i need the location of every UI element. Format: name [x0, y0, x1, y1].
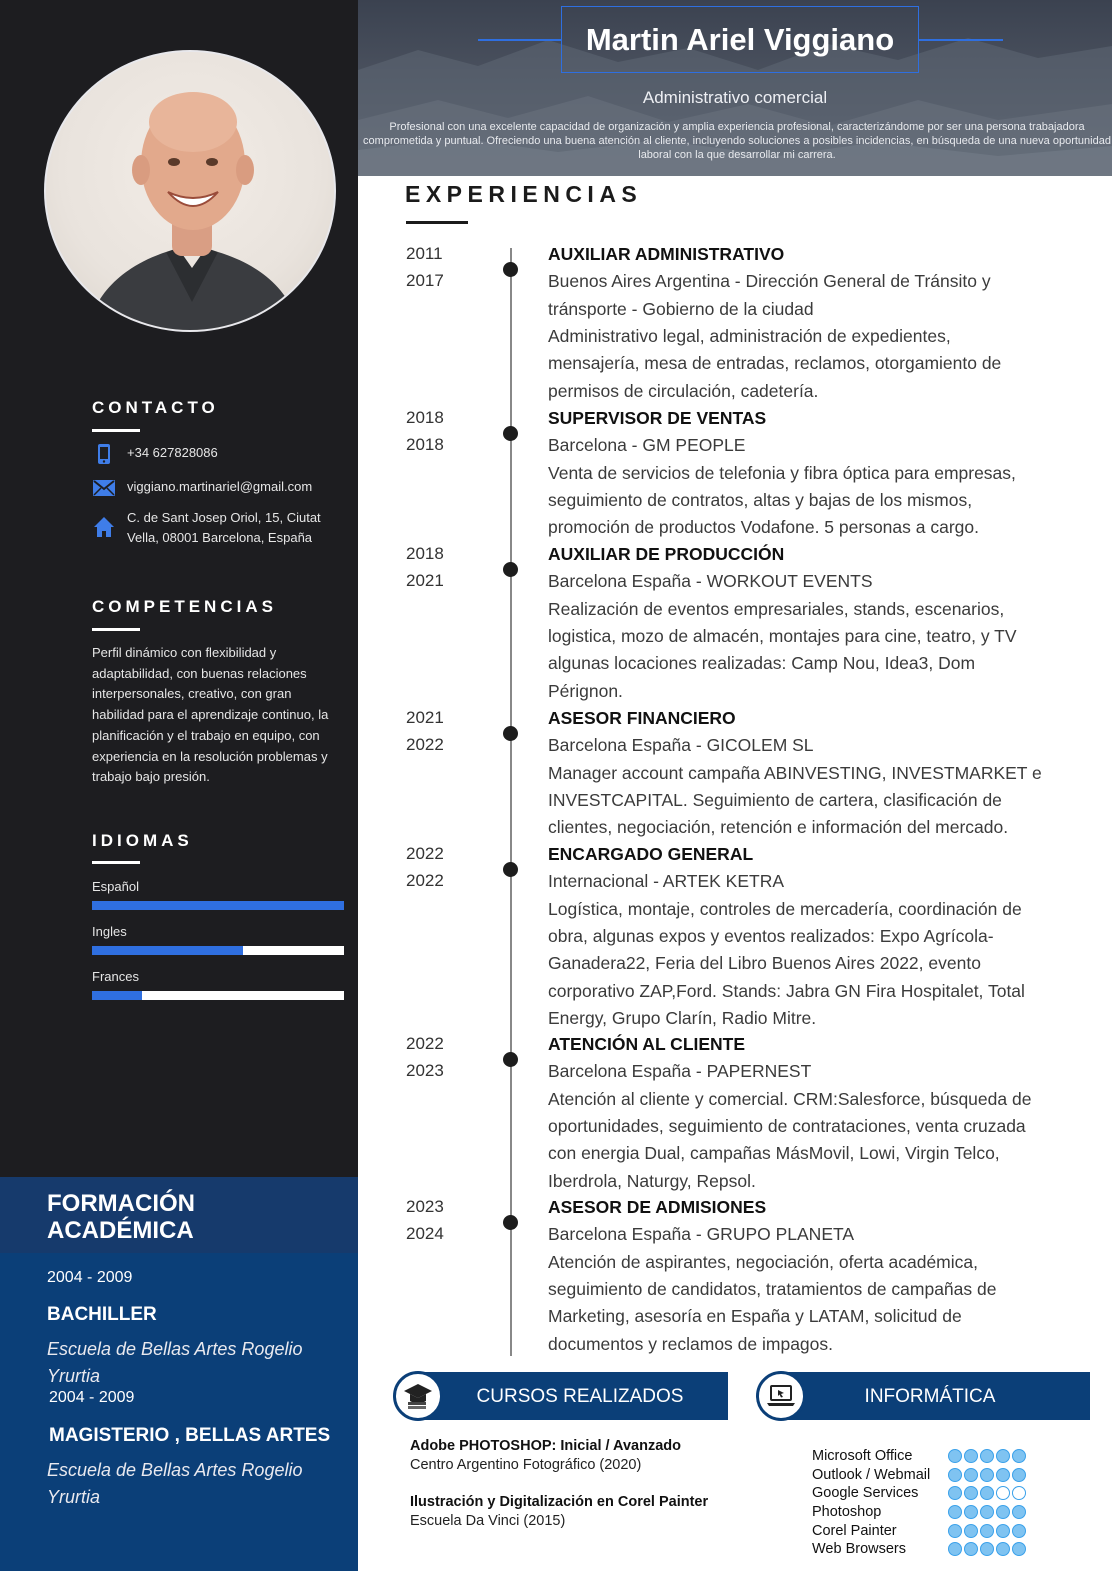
- education-degree: BACHILLER: [47, 1304, 157, 1325]
- timeline-dot: [503, 726, 518, 741]
- job-description-line: Logística, montaje, controles de mercadería, coordinación de: [548, 898, 1022, 919]
- job-end-year: 2018: [406, 435, 444, 455]
- profile-summary: Profesional con una excelente capacidad de organización y amplia experiencia profesional, caracterizándome por ser una persona trabajadora comprometida y puntual. Ofreciendo una buena atención al cliente, incluyendo soluciones a posibles incidencias, en búsqueda de una nueva oportunidad laboral con la que desarrollar mi carrera.: [363, 121, 1111, 161]
- course-title: Adobe PHOTOSHOP: Inicial / Avanzado: [410, 1438, 681, 1454]
- competencias-line: habilidad para el aprendizaje continuo, la: [92, 707, 329, 723]
- mail-icon: [92, 477, 116, 499]
- graduation-cap-icon: [393, 1371, 443, 1421]
- timeline-dot: [503, 862, 518, 877]
- rating-dot: [964, 1505, 978, 1519]
- language-level-fill: [92, 991, 142, 1000]
- timeline-dot: [503, 426, 518, 441]
- language-label: Ingles: [92, 924, 127, 939]
- job-description-line: Venta de servicios de telefonia y fibra óptica para empresas,: [548, 462, 1016, 483]
- job-start-year: 2022: [406, 844, 444, 863]
- contact-address: [92, 508, 342, 548]
- timeline-dot: [503, 562, 518, 577]
- rating-dot: [1012, 1542, 1026, 1556]
- rating-dot: [1012, 1449, 1026, 1463]
- education-school-line: Escuela de Bellas Artes Rogelio: [47, 1460, 303, 1480]
- rating-dot: [980, 1468, 994, 1482]
- education-school: [47, 1457, 337, 1511]
- language-level-bar: [92, 991, 344, 1000]
- timeline-dot: [503, 262, 518, 277]
- skill-rating: [948, 1468, 1026, 1482]
- job-start-year: 2023: [406, 1197, 444, 1216]
- job-title: ATENCIÓN AL CLIENTE: [548, 1034, 746, 1054]
- job-description-line: algunas locaciones realizadas: Camp Nou, Idea3, Dom: [548, 653, 976, 674]
- education-degree: MAGISTERIO , BELLAS ARTES: [49, 1425, 331, 1446]
- job-description-line: Administrativo legal, administración de expedientes,: [548, 325, 951, 346]
- job-description-line: Manager account campaña ABINVESTING, INVESTMARKET e: [548, 762, 1042, 783]
- job-description-line: Buenos Aires Argentina - Dirección General de Tránsito y: [548, 271, 991, 292]
- job-description-line: Barcelona España - PAPERNEST: [548, 1061, 812, 1082]
- rating-dot: [964, 1449, 978, 1463]
- candidate-name: Martin Ariel Viggiano: [585, 21, 895, 57]
- job-description-line: Ganadera22, Feria del Libro Buenos Aires 2022, evento: [548, 953, 981, 974]
- language-label: Español: [92, 879, 139, 894]
- rating-dot: [996, 1486, 1010, 1500]
- rating-dot: [980, 1449, 994, 1463]
- competencias-title: COMPETENCIAS: [92, 597, 277, 616]
- skill-name: Outlook / Webmail: [812, 1466, 931, 1483]
- job-description-line: oportunidades, seguimiento de contrataciones, venta cruzada: [548, 1115, 1026, 1136]
- competencias-line: trabajo bajo presión.: [92, 769, 210, 785]
- skill-name: Web Browsers: [812, 1541, 907, 1558]
- job-description-line: documentos y reclamos de impagos.: [548, 1333, 833, 1354]
- rating-dot: [980, 1524, 994, 1538]
- rating-dot: [1012, 1486, 1026, 1500]
- name-decor-line: [478, 39, 561, 41]
- rating-dot: [964, 1542, 978, 1556]
- formacion-body-band: [0, 1253, 358, 1571]
- skill-rating: [948, 1542, 1026, 1556]
- rating-dot: [996, 1449, 1010, 1463]
- rating-dot: [964, 1468, 978, 1482]
- job-title: AUXILIAR ADMINISTRATIVO: [548, 244, 785, 264]
- language-level-fill: [92, 901, 344, 910]
- skill-row: [812, 1447, 1042, 1466]
- phone-icon: [92, 443, 116, 465]
- candidate-role: Administrativo comercial: [642, 88, 828, 107]
- job-description-line: promoción de productos Vodafone. 5 personas a cargo.: [548, 517, 979, 538]
- rating-dot: [948, 1524, 962, 1538]
- home-icon: [92, 516, 116, 538]
- formacion-title-line: FORMACIÓN: [47, 1190, 195, 1217]
- job-description-line: con energia Dual, campañas MásMovil, Lowi, Virgin Telco,: [548, 1143, 1000, 1164]
- education-years: 2004 - 2009: [49, 1389, 135, 1406]
- rating-dot: [1012, 1468, 1026, 1482]
- rating-dot: [996, 1542, 1010, 1556]
- skill-rating: [948, 1524, 1026, 1538]
- education-school-line: Yrurtia: [47, 1487, 101, 1507]
- job-title: ASESOR FINANCIERO: [548, 708, 736, 728]
- formacion-title-line: ACADÉMICA: [47, 1217, 194, 1244]
- job-end-year: 2017: [406, 271, 444, 291]
- course-title: Ilustración y Digitalización en Corel Painter: [410, 1494, 709, 1510]
- address-line: Vella, 08001 Barcelona, España: [127, 530, 313, 545]
- rating-dot: [996, 1505, 1010, 1519]
- phone-number[interactable]: +34 627828086: [127, 445, 218, 460]
- skill-row: [812, 1466, 1042, 1485]
- profile-photo: [44, 50, 336, 332]
- rating-dot: [1012, 1524, 1026, 1538]
- language-level-fill: [92, 946, 243, 955]
- job-title: AUXILIAR DE PRODUCCIÓN: [548, 544, 785, 564]
- education-school-line: Escuela de Bellas Artes Rogelio: [47, 1339, 303, 1359]
- job-description-line: INVESTCAPITAL. Seguimiento de cartera, clasificación de: [548, 789, 1002, 810]
- informatica-title: INFORMÁTICA: [864, 1386, 996, 1407]
- rating-dot: [948, 1468, 962, 1482]
- experience-title: EXPERIENCIAS: [405, 181, 643, 207]
- competencias-line: Perfil dinámico con flexibilidad y: [92, 645, 277, 660]
- timeline-dot: [503, 1215, 518, 1230]
- competencias-line: planificación y el trabajo en equipo, con: [92, 727, 320, 743]
- skill-row: [812, 1521, 1042, 1540]
- job-start-year: 2018: [406, 408, 444, 427]
- name-box: [561, 6, 919, 73]
- job-description-line: clientes, negociación, retención e información del mercado.: [548, 817, 1009, 838]
- rating-dot: [1012, 1505, 1026, 1519]
- job-start-year: 2021: [406, 708, 444, 727]
- rating-dot: [980, 1486, 994, 1500]
- job-description-line: Barcelona España - GICOLEM SL: [548, 735, 814, 756]
- job-end-year: 2022: [406, 871, 444, 891]
- language-level-bar: [92, 946, 344, 955]
- rating-dot: [948, 1486, 962, 1500]
- address-text: [127, 508, 321, 548]
- job-start-year: 2018: [406, 544, 444, 563]
- name-decor-line: [919, 39, 1003, 41]
- skill-row: [812, 1540, 1042, 1559]
- language-level-bar: [92, 901, 344, 910]
- job-description-line: Energy, Grupo Clarín, Radio Mitre.: [548, 1007, 817, 1028]
- timeline-dot: [503, 1052, 518, 1067]
- skill-name: Google Services: [812, 1485, 919, 1502]
- job-description-line: Realización de eventos empresariales, stands, escenarios,: [548, 598, 1005, 619]
- laptop-icon: [756, 1371, 806, 1421]
- job-description-line: logistica, mozo de almacén, montajes para cine, teatro, y TV: [548, 625, 1017, 646]
- competencias-line: interpersonales, creativo, con gran: [92, 686, 292, 702]
- rating-dot: [964, 1524, 978, 1538]
- education-years: 2004 - 2009: [47, 1269, 133, 1286]
- contact-title: CONTACTO: [92, 398, 219, 417]
- job-description-line: Atención al cliente y comercial. CRM:Salesforce, búsqueda de: [548, 1088, 1032, 1109]
- job-description-line: Barcelona España - GRUPO PLANETA: [548, 1224, 855, 1245]
- contact-email: [92, 477, 342, 499]
- rating-dot: [996, 1468, 1010, 1482]
- rating-dot: [948, 1542, 962, 1556]
- idiomas-title-rule: [92, 861, 140, 864]
- course-place: Centro Argentino Fotográfico (2020): [410, 1457, 642, 1473]
- skill-row: [812, 1484, 1042, 1503]
- education-school-line: Yrurtia: [47, 1366, 101, 1386]
- language-label: Frances: [92, 969, 139, 984]
- skill-name: Corel Painter: [812, 1522, 897, 1539]
- job-description-line: Pérignon.: [548, 680, 623, 701]
- competencias-title-rule: [92, 628, 140, 631]
- job-description-line: seguimiento de candidatos, tratamientos de campañas de: [548, 1278, 997, 1299]
- job-title: SUPERVISOR DE VENTAS: [548, 408, 767, 428]
- job-description-line: corporativo ZAP,Ford. Stands: Jabra GN Fira Hospitalet, Total: [548, 980, 1025, 1001]
- job-description-line: Barcelona - GM PEOPLE: [548, 435, 746, 456]
- experience-title-rule: [406, 221, 468, 224]
- rating-dot: [964, 1486, 978, 1500]
- job-start-year: 2022: [406, 1034, 444, 1053]
- job-description-line: Atención de aspirantes, negociación, oferta académica,: [548, 1251, 978, 1272]
- job-description-line: mensajería, mesa de entradas, reclamos, otorgamiento de: [548, 353, 1002, 374]
- skill-row: [812, 1503, 1042, 1522]
- timeline-line: [510, 248, 512, 1356]
- course-place: Escuela Da Vinci (2015): [410, 1513, 566, 1529]
- email-address[interactable]: viggiano.martinariel@gmail.com: [127, 479, 313, 494]
- skill-rating: [948, 1449, 1026, 1463]
- skill-rating: [948, 1486, 1026, 1500]
- skill-rating: [948, 1505, 1026, 1519]
- rating-dot: [948, 1449, 962, 1463]
- competencias-line: adaptabilidad, con buenas relaciones: [92, 665, 307, 681]
- job-end-year: 2022: [406, 735, 444, 755]
- job-start-year: 2011: [406, 244, 443, 263]
- job-description-line: tránsporte - Gobierno de la ciudad: [548, 298, 814, 319]
- competencias-text: [92, 643, 342, 788]
- job-end-year: 2024: [406, 1224, 444, 1244]
- contact-title-rule: [92, 429, 140, 432]
- idiomas-title: IDIOMAS: [92, 831, 193, 850]
- job-description-line: seguimiento de contratos, altas y bajas de los mismos,: [548, 489, 973, 510]
- rating-dot: [996, 1524, 1010, 1538]
- competencias-line: experiencia en la resolución problemas y: [92, 748, 328, 764]
- job-description-line: Iberdrola, Naturgy, Repsol.: [548, 1170, 756, 1191]
- education-school: [47, 1336, 337, 1390]
- address-line: C. de Sant Josep Oriol, 15, Ciutat: [127, 510, 321, 525]
- courses-title: CURSOS REALIZADOS: [476, 1386, 684, 1407]
- job-title: ASESOR DE ADMISIONES: [548, 1197, 767, 1217]
- skill-name: Photoshop: [812, 1504, 882, 1521]
- job-title: ENCARGADO GENERAL: [548, 844, 754, 864]
- job-description-line: Marketing, asesoría en España y LATAM, solicitud de: [548, 1306, 962, 1327]
- job-description-line: Barcelona España - WORKOUT EVENTS: [548, 571, 873, 592]
- rating-dot: [980, 1542, 994, 1556]
- job-description-line: permisos de circulación, cadetería.: [548, 380, 819, 401]
- rating-dot: [980, 1505, 994, 1519]
- job-end-year: 2021: [406, 571, 444, 591]
- formacion-title: [47, 1190, 307, 1244]
- rating-dot: [948, 1505, 962, 1519]
- job-end-year: 2023: [406, 1061, 444, 1081]
- contact-phone: [92, 443, 342, 465]
- job-description-line: obra, algunas expos y eventos realizados: Expo Agrícola-: [548, 925, 994, 946]
- skill-name: Microsoft Office: [812, 1448, 913, 1465]
- job-description-line: Internacional - ARTEK KETRA: [548, 871, 785, 892]
